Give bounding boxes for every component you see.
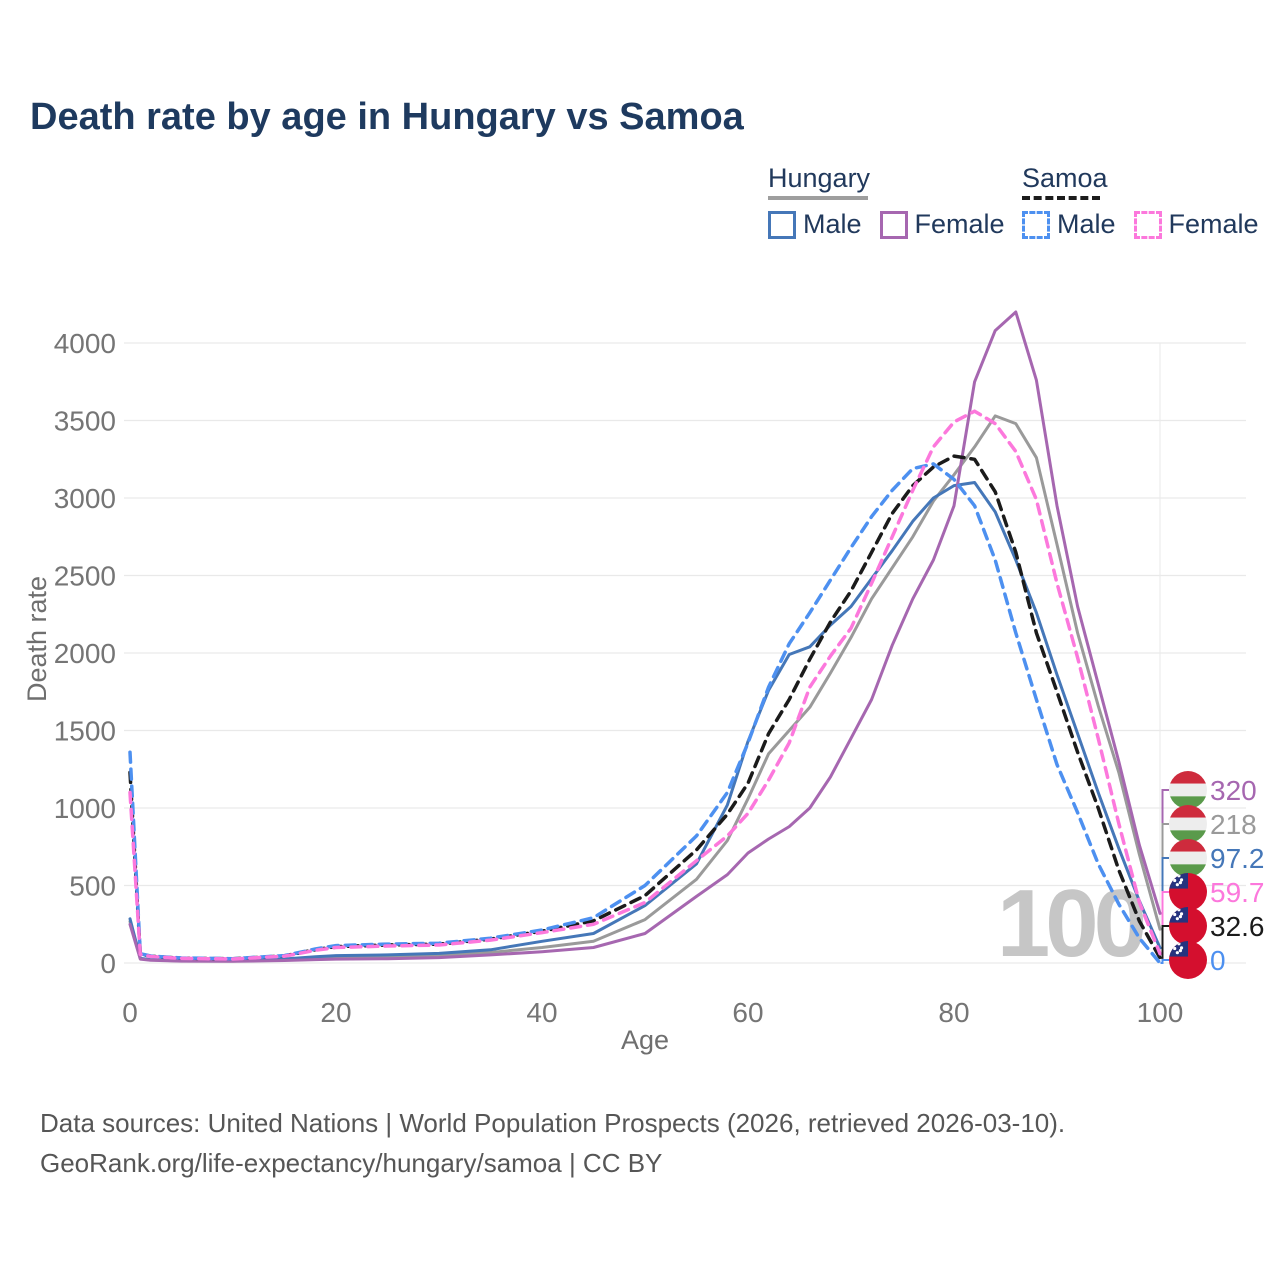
end-labels-layer [1161,771,1265,979]
x-tick-label: 40 [526,997,558,1028]
y-tick-label: 2000 [53,638,116,669]
y-tick-label: 2500 [53,560,116,592]
series-line-hungary-female[interactable] [130,312,1160,961]
source-line-2: GeoRank.org/life-expectancy/hungary/samoa | CC BY [40,1148,663,1178]
legend-item-label: Female [914,209,1005,239]
hungary-flag-icon [1169,839,1207,878]
y-tick-label: 3500 [53,405,116,437]
y-tick-label: 1000 [53,793,116,824]
series-layer [130,312,1160,963]
y-tick-label: 500 [69,870,116,902]
x-axis-title: Age [620,1025,670,1055]
samoa-flag-icon [1169,941,1207,979]
legend-item-label: Male [1057,209,1116,239]
end-value-label: 0 [1210,945,1226,976]
end-label-connector [1161,926,1170,958]
source-line-1: Data sources: United Nations | World Population Prospects (2026, retrieved 2026-03-10). [40,1108,1066,1138]
legend-group-label-hungary: Hungary [768,163,871,193]
hungary-flag-icon [1169,805,1207,844]
end-value-label: 97.2 [1210,843,1265,874]
hungary-flag-icon [1169,771,1207,810]
legend-item-label: Male [803,209,862,239]
x-tick-label: 60 [732,997,764,1028]
y-axis-title: Death rate [22,575,52,703]
legend-group-label-samoa: Samoa [1022,163,1108,193]
x-tick-label: 0 [122,997,138,1028]
x-tick-label: 100 [1136,997,1184,1028]
x-tick-label: 80 [938,997,970,1028]
age-watermark: 100 [996,870,1142,977]
samoa-flag-icon [1169,907,1207,945]
y-tick-label: 3000 [53,483,116,514]
chart-title: Death rate by age in Hungary vs Samoa [30,96,744,138]
y-tick-label: 4000 [53,328,116,359]
y-tick-label: 0 [100,948,116,979]
end-value-label: 320 [1210,775,1257,806]
end-value-label: 59.7 [1210,877,1265,908]
end-value-label: 32.6 [1210,911,1265,942]
x-tick-label: 20 [320,997,352,1028]
samoa-flag-icon [1169,873,1207,911]
legend-item-label: Female [1168,209,1259,239]
y-tick-label: 1500 [53,715,116,747]
end-value-label: 218 [1210,809,1257,840]
source-attribution [40,1103,1065,1183]
